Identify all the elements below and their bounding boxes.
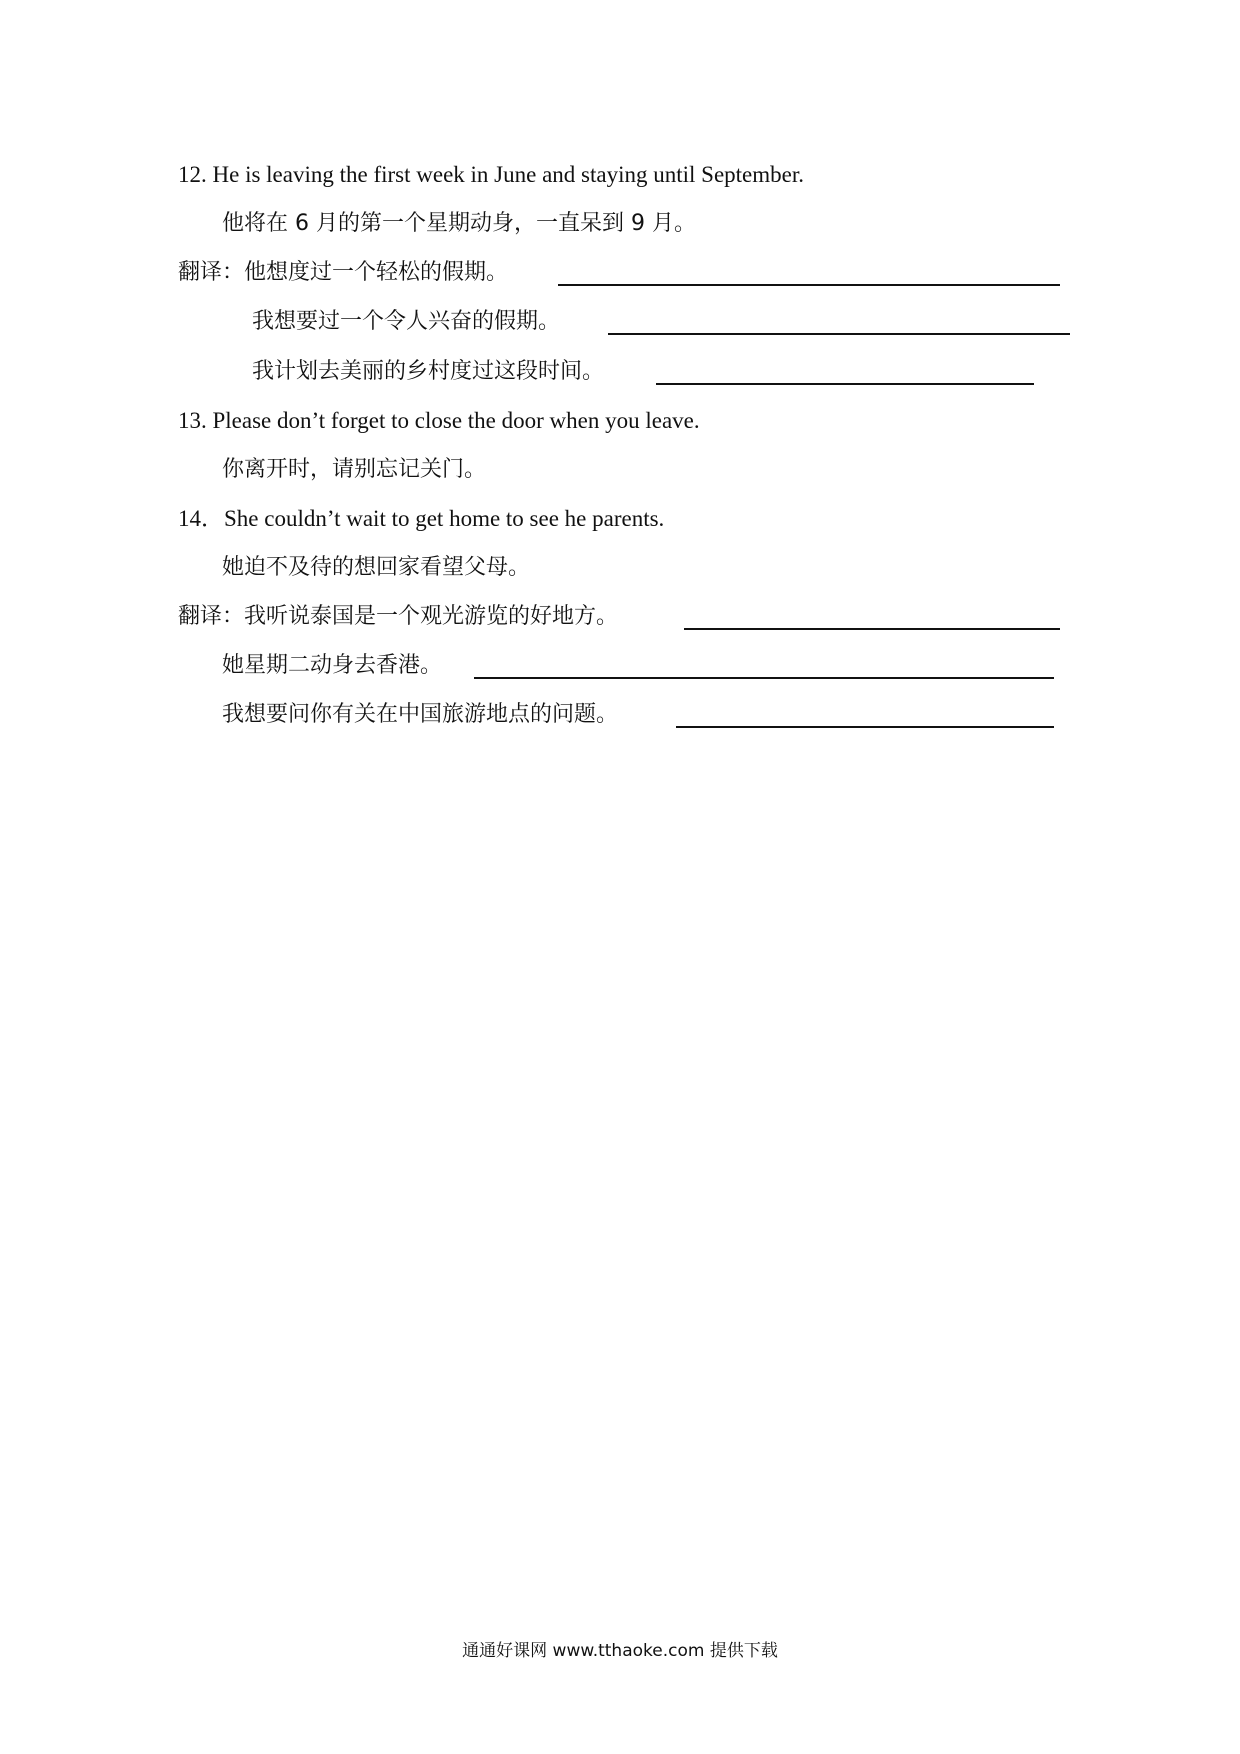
item-14-exercise-3: 我想要问你有关在中国旅游地点的问题。 bbox=[222, 702, 619, 727]
item-12-exercise-3: 我计划去美丽的乡村度过这段时间。 bbox=[252, 359, 605, 384]
item-12-exercise-2: 我想要过一个令人兴奋的假期。 bbox=[252, 309, 561, 334]
item-14-exercise-1 bbox=[178, 602, 618, 632]
exercise-text: 他想度过一个轻松的假期。 bbox=[244, 260, 509, 285]
page-footer: 通通好课网 www.tthaoke.com 提供下载 bbox=[462, 1641, 778, 1661]
answer-blank-12-2[interactable] bbox=[608, 333, 1070, 335]
item-12-exercise-1 bbox=[178, 258, 508, 288]
answer-blank-12-3[interactable] bbox=[656, 383, 1034, 385]
item-13-english: 13. Please don’t forget to close the door when you leave. bbox=[178, 408, 700, 433]
item-14-english: 14．She couldn’t wait to get home to see he parents. bbox=[178, 506, 665, 531]
answer-blank-14-2[interactable] bbox=[474, 677, 1054, 679]
exercise-text: 我听说泰国是一个观光游览的好地方。 bbox=[244, 604, 619, 629]
answer-blank-14-1[interactable] bbox=[684, 628, 1060, 630]
item-12-chinese: 他将在 6 月的第一个星期动身，一直呆到 9 月。 bbox=[222, 211, 696, 236]
translate-label: 翻译： bbox=[178, 604, 245, 629]
item-14-exercise-2: 她星期二动身去香港。 bbox=[222, 653, 443, 678]
answer-blank-12-1[interactable] bbox=[558, 284, 1060, 286]
answer-blank-14-3[interactable] bbox=[676, 726, 1054, 728]
translate-label: 翻译： bbox=[178, 260, 245, 285]
item-14-chinese: 她迫不及待的想回家看望父母。 bbox=[222, 555, 531, 580]
item-12-english: 12. He is leaving the first week in June and staying until September. bbox=[178, 162, 804, 187]
item-13-chinese: 你离开时，请别忘记关门。 bbox=[222, 457, 487, 482]
